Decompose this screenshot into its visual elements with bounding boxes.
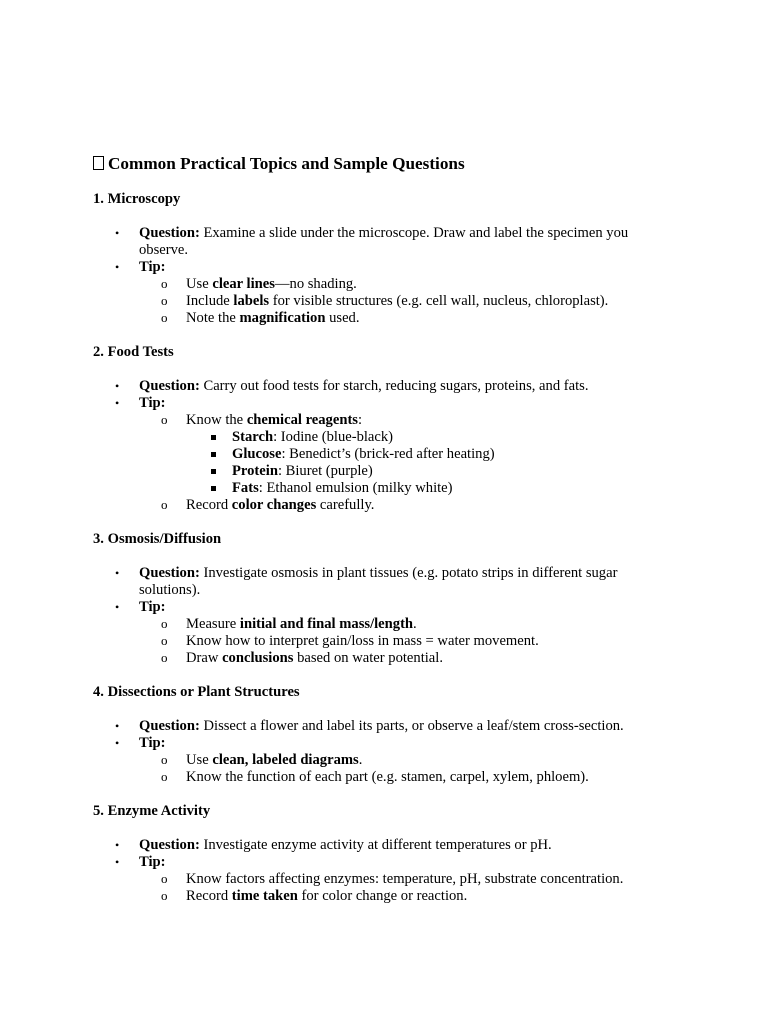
bullet-dot-icon: • bbox=[115, 226, 120, 240]
bullet-dot-icon: • bbox=[115, 855, 120, 869]
reagent-item: Protein: Biuret (purple) bbox=[186, 463, 673, 480]
tip-line: o Know factors affecting enzymes: temperature, pH, substrate concentration. bbox=[161, 871, 624, 887]
bullet-circle-icon: o bbox=[161, 650, 168, 665]
bullet-dot-icon: • bbox=[115, 736, 120, 750]
section-list bbox=[93, 378, 673, 514]
tip-line: o Draw conclusions based on water potential. bbox=[161, 650, 443, 666]
bullet-square-icon bbox=[211, 452, 216, 457]
bullet-dot-icon: • bbox=[115, 600, 120, 614]
bullet-circle-icon: o bbox=[161, 497, 168, 512]
tip-line: o Know the chemical reagents: Starch: Iodine (blue-black) Glucose: Benedict’s (brick-red after heating) Protein: Biuret (purple) Fats: Ethanol emulsion (milky white) bbox=[139, 412, 673, 497]
section-list bbox=[93, 565, 673, 667]
bullet-circle-icon: o bbox=[161, 293, 168, 308]
tip-item: • Tip: o Use clear lines—no shading. o Include labels for visible structures (e.g. cell wall, nucleus, chloroplast). o Note the magnification used. bbox=[93, 259, 673, 327]
bullet-circle-icon: o bbox=[161, 276, 168, 291]
tip-line: o Use clean, labeled diagrams. bbox=[161, 752, 363, 768]
tip-line: o Know the function of each part (e.g. stamen, carpel, xylem, phloem). bbox=[161, 769, 589, 785]
section-osmosis-diffusion bbox=[93, 531, 673, 667]
tip-line: o Use clear lines—no shading. bbox=[161, 276, 357, 292]
question-item: • Question: Carry out food tests for starch, reducing sugars, proteins, and fats. bbox=[115, 378, 589, 394]
bullet-circle-icon: o bbox=[161, 412, 168, 427]
question-item: • Question: Examine a slide under the microscope. Draw and label the specimen you observe. bbox=[115, 225, 629, 258]
tip-line: o Note the magnification used. bbox=[161, 310, 360, 326]
section-list bbox=[93, 718, 673, 786]
tip-list bbox=[139, 412, 673, 514]
bullet-square-icon bbox=[211, 435, 216, 440]
section-dissections bbox=[93, 684, 673, 786]
bullet-dot-icon: • bbox=[115, 719, 120, 733]
reagent-item: Fats: Ethanol emulsion (milky white) bbox=[186, 480, 673, 497]
bullet-circle-icon: o bbox=[161, 616, 168, 631]
tip-item: • Tip: o Know the chemical reagents: Starch: Iodine (blue-black) Glucose: Benedict’s (brick-red after heating) Protein: Biuret (purple) Fats: Ethanol emulsion (milky white) o Record color changes carefully. bbox=[93, 395, 673, 514]
missing-glyph-icon bbox=[93, 156, 104, 170]
question-item: • Question: Dissect a flower and label its parts, or observe a leaf/stem cross-section. bbox=[115, 718, 624, 734]
tip-line: o Measure initial and final mass/length. bbox=[161, 616, 417, 632]
tip-list bbox=[139, 276, 673, 327]
section-microscopy bbox=[93, 191, 673, 327]
question-item: • Question: Investigate enzyme activity at different temperatures or pH. bbox=[115, 837, 552, 853]
document-page bbox=[93, 153, 673, 922]
tip-line: o Record time taken for color change or reaction. bbox=[161, 888, 468, 904]
question-item: • Question: Investigate osmosis in plant tissues (e.g. potato strips in different sugar solutions). bbox=[115, 565, 618, 598]
bullet-square-icon bbox=[211, 486, 216, 491]
bullet-dot-icon: • bbox=[115, 396, 120, 410]
tip-item: • Tip: o Use clean, labeled diagrams. o Know the function of each part (e.g. stamen, carpel, xylem, phloem). bbox=[93, 735, 673, 786]
section-list bbox=[93, 837, 673, 905]
section-food-tests bbox=[93, 344, 673, 514]
tip-list bbox=[139, 616, 673, 667]
bullet-circle-icon: o bbox=[161, 871, 168, 886]
page-title: Common Practical Topics and Sample Questions bbox=[93, 153, 673, 174]
tip-line: o Include labels for visible structures (e.g. cell wall, nucleus, chloroplast). bbox=[161, 293, 609, 309]
tip-item: • Tip: o Measure initial and final mass/length. o Know how to interpret gain/loss in mass = water movement. o Draw conclusions based on water potential. bbox=[93, 599, 673, 667]
bullet-dot-icon: • bbox=[115, 566, 120, 580]
reagent-item: Glucose: Benedict’s (brick-red after heating) bbox=[186, 446, 673, 463]
bullet-dot-icon: • bbox=[115, 379, 120, 393]
bullet-square-icon bbox=[211, 469, 216, 474]
bullet-circle-icon: o bbox=[161, 310, 168, 325]
tip-list bbox=[139, 871, 673, 905]
bullet-dot-icon: • bbox=[115, 838, 120, 852]
section-enzyme-activity bbox=[93, 803, 673, 905]
reagent-item: Starch: Iodine (blue-black) bbox=[186, 429, 673, 446]
section-heading: 3. Osmosis/Diffusion bbox=[93, 531, 222, 547]
bullet-circle-icon: o bbox=[161, 633, 168, 648]
section-heading: 1. Microscopy bbox=[93, 191, 181, 207]
bullet-dot-icon: • bbox=[115, 260, 120, 274]
tip-item: • Tip: o Know factors affecting enzymes: temperature, pH, substrate concentration. o Record time taken for color change or reaction. bbox=[93, 854, 673, 905]
reagent-list bbox=[186, 429, 673, 497]
section-heading: 2. Food Tests bbox=[93, 344, 174, 360]
bullet-circle-icon: o bbox=[161, 769, 168, 784]
section-list bbox=[93, 225, 673, 327]
bullet-circle-icon: o bbox=[161, 752, 168, 767]
tip-list bbox=[139, 752, 673, 786]
section-heading: 5. Enzyme Activity bbox=[93, 803, 211, 819]
tip-line: o Record color changes carefully. bbox=[161, 497, 375, 513]
section-heading: 4. Dissections or Plant Structures bbox=[93, 684, 300, 700]
tip-line: o Know how to interpret gain/loss in mass = water movement. bbox=[161, 633, 539, 649]
bullet-circle-icon: o bbox=[161, 888, 168, 903]
